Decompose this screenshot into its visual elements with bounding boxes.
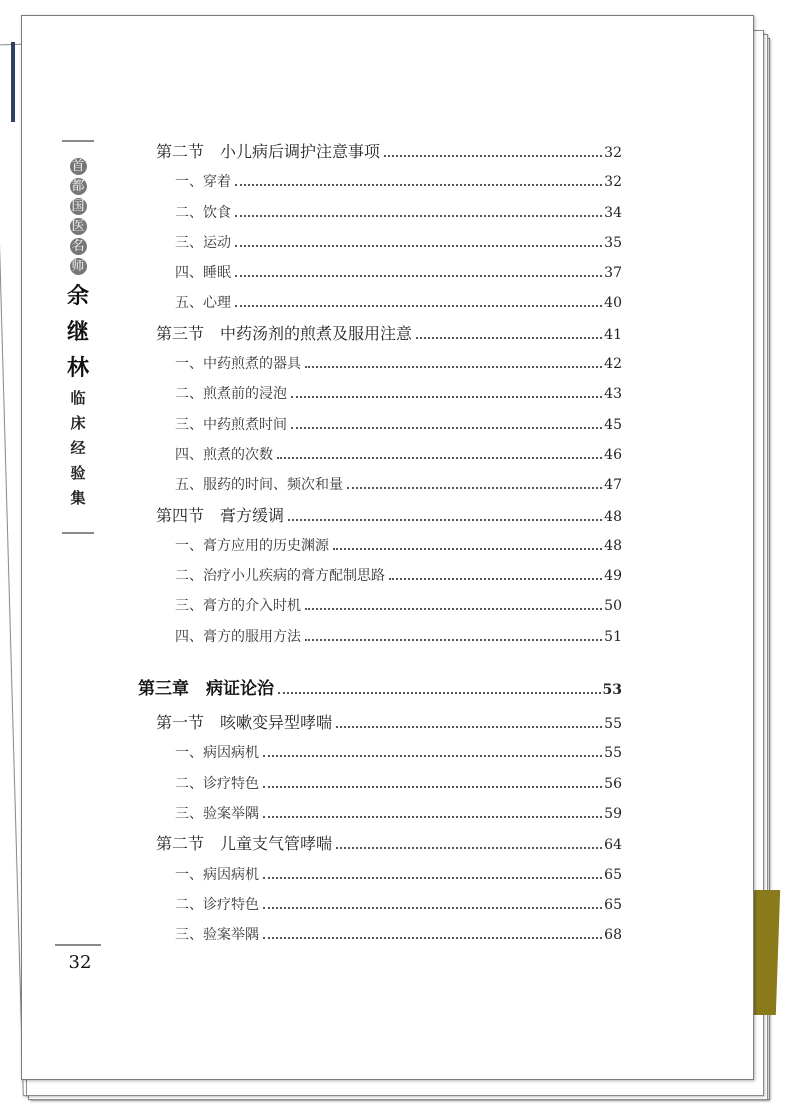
series-char: 医 xyxy=(71,219,85,234)
toc-entry-title: 二、诊疗特色 xyxy=(175,896,259,913)
toc-entry-title: 一、中药煎煮的器具 xyxy=(175,356,301,373)
toc-entry-sec[interactable] xyxy=(138,319,622,349)
series-char: 都 xyxy=(71,179,85,194)
toc-entry-title: 一、膏方应用的历史渊源 xyxy=(175,537,329,554)
toc-entry-title: 第二节 儿童支气管哮喘 xyxy=(156,834,333,854)
toc-entry-page: 34 xyxy=(604,204,622,221)
toc-entry-item[interactable] xyxy=(138,410,622,440)
author-name xyxy=(56,281,100,383)
dot-leader xyxy=(389,578,602,580)
toc-entry-item[interactable] xyxy=(138,228,622,258)
subtitle-char: 经 xyxy=(70,439,86,457)
toc-entry-page: 55 xyxy=(604,745,622,762)
dot-leader xyxy=(384,155,602,157)
toc-entry-item[interactable] xyxy=(138,440,622,470)
toc-entry-item[interactable] xyxy=(138,738,622,768)
toc-entry-title: 第二节 小儿病后调护注意事项 xyxy=(156,142,381,161)
toc-entry-page: 53 xyxy=(602,682,622,699)
dot-leader xyxy=(263,755,602,757)
toc-entry-title: 第三章 病证论治 xyxy=(138,679,274,700)
toc-entry-sec[interactable] xyxy=(138,708,622,738)
toc-entry-title: 二、饮食 xyxy=(175,204,231,221)
divider xyxy=(62,140,94,142)
dot-leader xyxy=(291,427,602,429)
toc-entry-title: 四、膏方的服用方法 xyxy=(175,628,301,645)
toc-entry-page: 48 xyxy=(604,508,622,525)
toc-entry-page: 46 xyxy=(604,446,622,463)
toc-entry-title: 二、治疗小儿疾病的膏方配制思路 xyxy=(175,568,385,585)
toc-entry-page: 65 xyxy=(604,866,622,883)
toc-entry-page: 32 xyxy=(604,174,622,191)
toc-entry-title: 三、验案举隅 xyxy=(175,927,259,944)
toc-entry-title: 三、膏方的介入时机 xyxy=(175,598,301,615)
series-char: 国 xyxy=(71,199,85,214)
subtitle-char: 集 xyxy=(70,489,86,507)
toc-entry-page: 56 xyxy=(604,775,622,792)
toc-entry-page: 47 xyxy=(604,477,622,494)
toc-entry-item[interactable] xyxy=(138,920,622,950)
toc-entry-title: 四、煎煮的次数 xyxy=(175,446,273,463)
series-char: 师 xyxy=(71,259,85,274)
dot-leader xyxy=(416,337,602,339)
dot-leader xyxy=(235,275,602,277)
toc-entry-item[interactable] xyxy=(138,167,622,197)
divider xyxy=(55,944,101,946)
dot-leader xyxy=(336,847,602,849)
toc-entry-page: 59 xyxy=(604,805,622,822)
toc-entry-title: 五、心理 xyxy=(175,295,231,312)
page-number: 32 xyxy=(68,952,92,973)
dot-leader xyxy=(305,366,602,368)
toc-entry-page: 42 xyxy=(604,356,622,373)
toc-entry-sec[interactable] xyxy=(138,137,622,167)
toc-entry-item[interactable] xyxy=(138,890,622,920)
toc-entry-sec[interactable] xyxy=(138,829,622,859)
toc-entry-item[interactable] xyxy=(138,379,622,409)
toc-entry-title: 二、诊疗特色 xyxy=(175,775,259,792)
dot-leader xyxy=(235,184,602,186)
dot-leader xyxy=(278,692,601,694)
toc-entry-item[interactable] xyxy=(138,531,622,561)
toc-entry-title: 三、中药煎煮时间 xyxy=(175,416,287,433)
toc-entry-page: 51 xyxy=(604,628,622,645)
dot-leader xyxy=(277,457,602,459)
dot-leader xyxy=(288,519,602,521)
series-char: 名 xyxy=(71,239,85,254)
toc-entry-title: 一、病因病机 xyxy=(175,745,259,762)
toc-entry-page: 40 xyxy=(604,295,622,312)
toc-entry-chap[interactable] xyxy=(138,670,622,708)
dot-leader xyxy=(333,548,602,550)
toc-entry-page: 55 xyxy=(604,716,622,733)
toc-entry-title: 四、睡眠 xyxy=(175,265,231,282)
toc-entry-page: 65 xyxy=(604,896,622,913)
toc-entry-item[interactable] xyxy=(138,470,622,500)
toc-entry-item[interactable] xyxy=(138,561,622,591)
dot-leader xyxy=(263,907,602,909)
toc-entry-page: 68 xyxy=(604,927,622,944)
toc-entry-item[interactable] xyxy=(138,198,622,228)
series-title xyxy=(56,158,100,275)
dot-leader xyxy=(263,786,602,788)
toc-entry-page: 32 xyxy=(604,145,622,161)
cover-edge xyxy=(11,42,15,122)
book-subtitle xyxy=(56,389,100,508)
toc-entry-page: 37 xyxy=(604,265,622,282)
dot-leader xyxy=(347,487,602,489)
dot-leader xyxy=(235,305,602,307)
toc-entry-title: 五、服药的时间、频次和量 xyxy=(175,477,343,494)
table-of-contents xyxy=(138,137,622,950)
dot-leader xyxy=(263,877,602,879)
author-char: 余 xyxy=(66,283,89,309)
toc-entry-title: 一、穿着 xyxy=(175,174,231,191)
toc-entry-item[interactable] xyxy=(138,349,622,379)
dot-leader xyxy=(263,937,602,939)
subtitle-char: 床 xyxy=(70,414,86,432)
dot-leader xyxy=(235,215,602,217)
author-char: 继 xyxy=(66,319,89,345)
toc-entry-sec[interactable] xyxy=(138,501,622,531)
dot-leader xyxy=(263,816,602,818)
toc-entry-item[interactable] xyxy=(138,288,622,318)
subtitle-char: 临 xyxy=(70,389,86,407)
author-char: 林 xyxy=(66,355,89,381)
toc-entry-item[interactable] xyxy=(138,860,622,890)
toc-entry-title: 第三节 中药汤剂的煎煮及服用注意 xyxy=(156,323,413,343)
toc-entry-page: 49 xyxy=(604,568,622,585)
toc-entry-item[interactable] xyxy=(138,591,622,621)
toc-entry-item[interactable] xyxy=(138,622,622,652)
dot-leader xyxy=(291,396,602,398)
subtitle-char: 验 xyxy=(70,464,86,482)
toc-entry-page: 45 xyxy=(604,416,622,433)
dot-leader xyxy=(305,639,602,641)
toc-entry-title: 二、煎煮前的浸泡 xyxy=(175,386,287,403)
toc-entry-title: 第一节 咳嗽变异型哮喘 xyxy=(156,713,333,733)
series-char: 首 xyxy=(71,159,85,174)
divider xyxy=(62,532,94,534)
toc-entry-page: 50 xyxy=(604,598,622,615)
dot-leader xyxy=(235,245,602,247)
dot-leader xyxy=(336,726,602,728)
toc-entry-item[interactable] xyxy=(138,799,622,829)
cover-edge xyxy=(750,890,780,1015)
toc-entry-title: 三、验案举隅 xyxy=(175,805,259,822)
toc-entry-page: 35 xyxy=(604,234,622,251)
toc-entry-page: 41 xyxy=(604,326,622,343)
toc-entry-item[interactable] xyxy=(138,258,622,288)
toc-entry-page: 43 xyxy=(604,386,622,403)
book-title-vertical xyxy=(56,140,100,534)
toc-entry-page: 48 xyxy=(604,537,622,554)
toc-entry-title: 一、病因病机 xyxy=(175,866,259,883)
toc-entry-item[interactable] xyxy=(138,769,622,799)
toc-entry-title: 第四节 膏方缓调 xyxy=(156,505,285,525)
toc-entry-title: 三、运动 xyxy=(175,234,231,251)
dot-leader xyxy=(305,608,602,610)
toc-entry-page: 64 xyxy=(604,837,622,854)
